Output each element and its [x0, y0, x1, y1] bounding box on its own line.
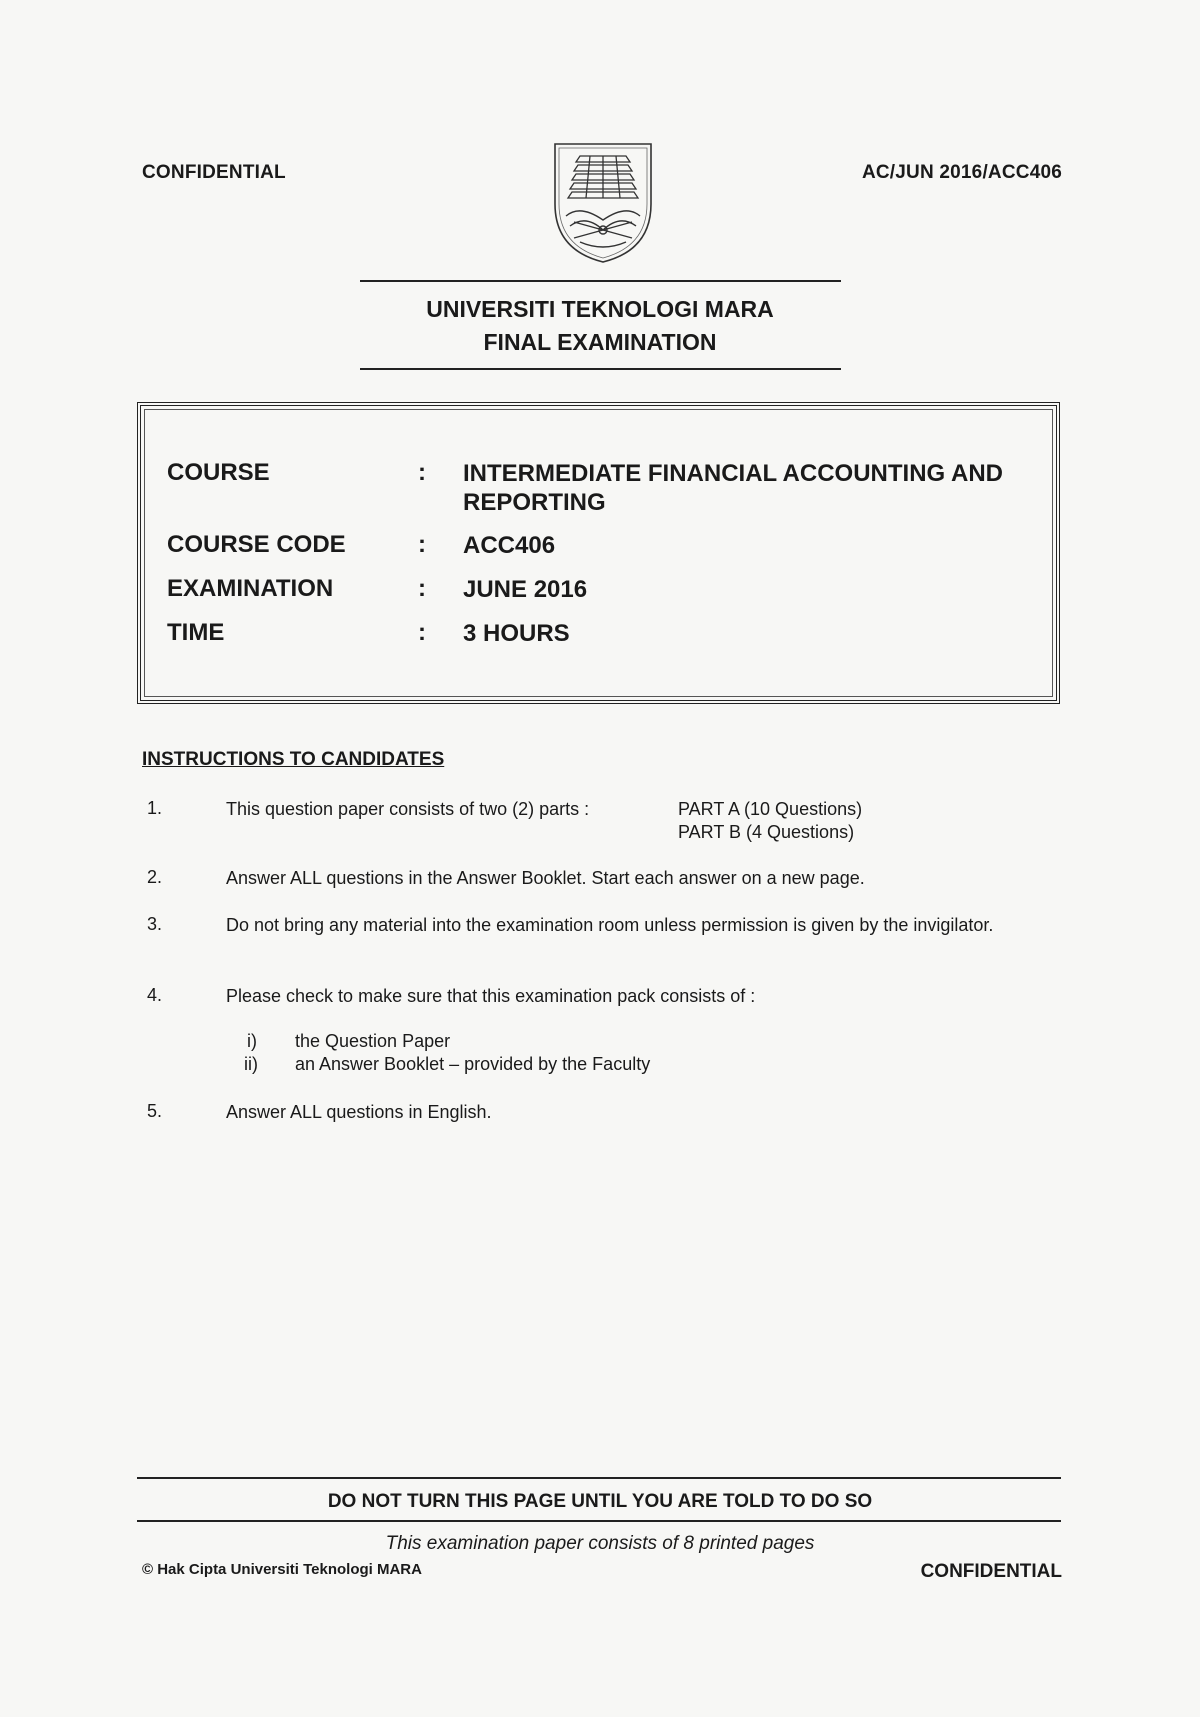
title-bottom-rule	[360, 368, 841, 370]
instruction-text: Please check to make sure that this examination pack consists of :	[226, 986, 756, 1006]
course-code-colon: :	[418, 531, 426, 558]
instruction-number: 1.	[147, 798, 163, 818]
sub-item-text: an Answer Booklet – provided by the Faculty	[295, 1054, 651, 1074]
footer-top-rule	[137, 1477, 1061, 1479]
university-crest-icon	[550, 142, 656, 264]
course-value: INTERMEDIATE FINANCIAL ACCOUNTING AND REPORTING	[463, 460, 1003, 516]
do-not-turn-notice: DO NOT TURN THIS PAGE UNTIL YOU ARE TOLD TO DO SO	[327, 1491, 873, 1512]
instruction-text: Answer ALL questions in English.	[226, 1102, 492, 1122]
confidential-footer-label: CONFIDENTIAL	[920, 1561, 1062, 1582]
time-colon: :	[418, 619, 426, 646]
examination-label: EXAMINATION	[167, 575, 334, 602]
instruction-number: 3.	[147, 914, 163, 934]
paper-code: AC/JUN 2016/ACC406	[861, 162, 1062, 183]
copyright-notice: © Hak Cipta Universiti Teknologi MARA	[142, 1561, 422, 1578]
examination-value: JUNE 2016	[463, 576, 588, 603]
title-top-rule	[360, 280, 841, 282]
instruction-text: Answer ALL questions in the Answer Booklet. Start each answer on a new page.	[226, 868, 865, 888]
part-b-label: PART B (4 Questions)	[678, 822, 855, 842]
university-name: UNIVERSITI TEKNOLOGI MARA	[426, 296, 774, 322]
confidential-label: CONFIDENTIAL	[142, 162, 286, 183]
exam-title: FINAL EXAMINATION	[483, 329, 717, 355]
instruction-text: This question paper consists of two (2) parts :	[226, 799, 590, 819]
footer-bottom-rule	[137, 1520, 1061, 1522]
course-code-value: ACC406	[463, 532, 556, 559]
time-value: 3 HOURS	[463, 620, 570, 647]
course-code-label: COURSE CODE	[167, 531, 346, 558]
instructions-heading: INSTRUCTIONS TO CANDIDATES	[142, 749, 445, 770]
instruction-number: 4.	[147, 985, 163, 1005]
time-label: TIME	[167, 619, 225, 646]
instruction-number: 2.	[147, 867, 163, 887]
instruction-number: 5.	[147, 1101, 163, 1121]
sub-item-text: the Question Paper	[295, 1031, 451, 1051]
instruction-text: Do not bring any material into the examination room unless permission is given by the invigilator.	[226, 915, 994, 935]
part-a-label: PART A (10 Questions)	[678, 799, 863, 819]
sub-item-number: ii)	[244, 1054, 258, 1074]
page-count-note: This examination paper consists of 8 printed pages	[385, 1533, 815, 1554]
course-label: COURSE	[167, 459, 270, 486]
sub-item-number: i)	[247, 1031, 257, 1051]
course-colon: :	[418, 459, 426, 486]
examination-colon: :	[418, 575, 426, 602]
